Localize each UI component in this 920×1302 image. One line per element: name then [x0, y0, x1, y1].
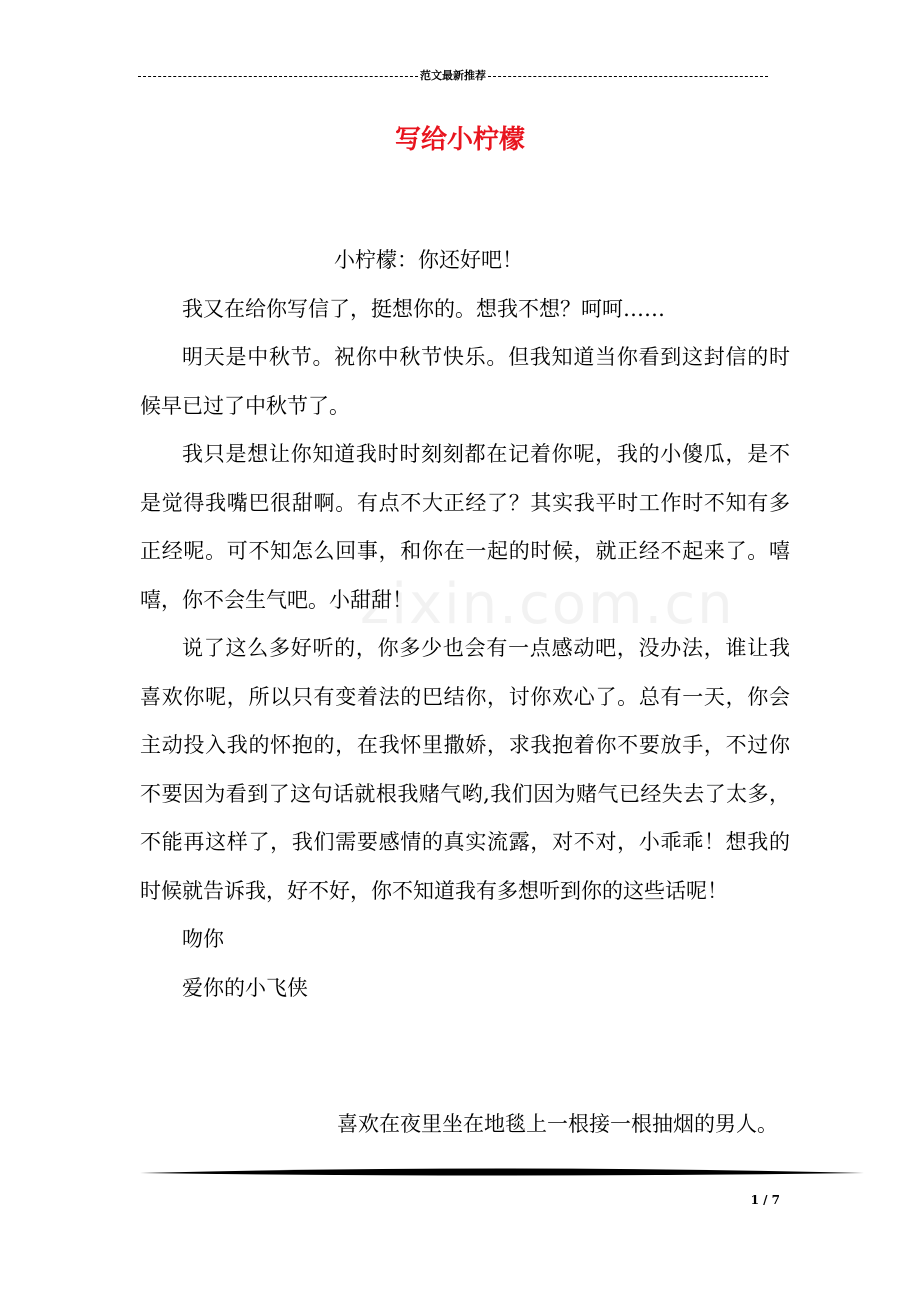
signature: 爱你的小飞侠 [182, 975, 308, 1000]
paragraph: 我又在给你写信了，挺想你的。想我不想？呵呵…… [182, 296, 665, 321]
document-title: 写给小柠檬 [394, 125, 525, 155]
header-label: 范文最新推荐 [420, 69, 486, 82]
paragraph: 我只是想让你知道我时时刻刻都在记着你呢，我的小傻瓜，是不是觉得我嘴巴很甜啊。有点不大正经了？其实我平时工作时不知有多正经呢。可不知怎么回事，和你在一起的时候，就正经不起来了。嘻嘻，你不会生气吧。小甜甜！ [140, 442, 790, 612]
header-dashes-right [488, 76, 768, 77]
sign-off: 吻你 [182, 927, 224, 951]
header-dashes-left [138, 76, 418, 77]
page-header [138, 68, 768, 84]
watermark: zixin.com.cn [360, 572, 735, 637]
paragraph: 明天是中秋节。祝你中秋节快乐。但我知道当你看到这封信的时候早已过了中秋节了。 [140, 345, 790, 418]
page-number: 1 / 7 [750, 1193, 780, 1207]
paragraph: 说了这么多好听的，你多少也会有一点感动吧，没办法，谁让我喜欢你呢，所以只有变着法的巴结你，讨你欢心了。总有一天，你会主动投入我的怀抱的，在我怀里撒娇，求我抱着你不要放手，不过你不要因为看到了这句话就根我赌气哟,我们因为赌气已经失去了太多，不能再这样了，我们需要感情的真实流露，对不对，小乖乖！想我的时候就告诉我，好不好，你不知道我有多想听到你的这些话呢！ [140, 636, 790, 903]
closing-quote: 喜欢在夜里坐在地毯上一根接一根抽烟的男人。 [337, 1112, 778, 1136]
footer-divider [140, 1166, 864, 1180]
salutation: 小柠檬：你还好吧！ [334, 248, 523, 272]
letter-body [140, 236, 790, 1012]
